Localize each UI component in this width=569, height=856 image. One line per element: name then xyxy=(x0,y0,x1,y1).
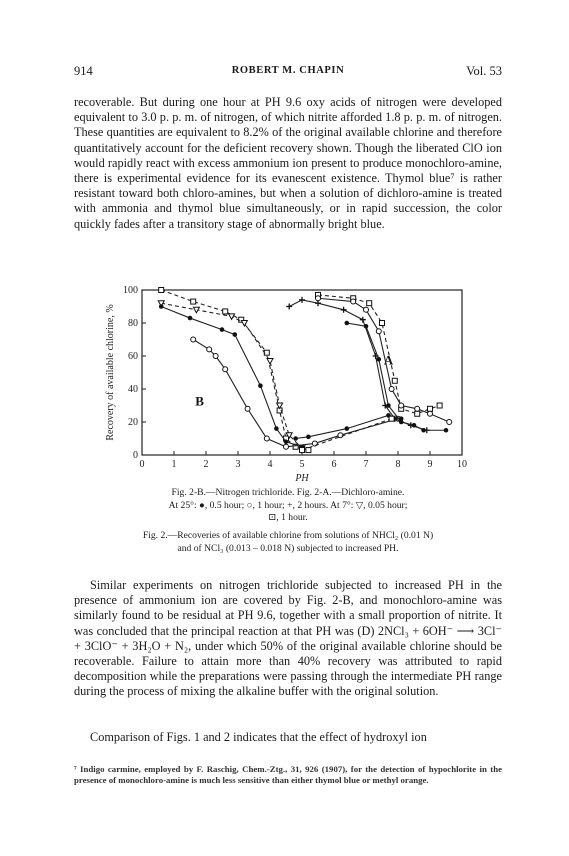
data-point-dot xyxy=(345,426,350,431)
body-paragraph-3: Comparison of Figs. 1 and 2 indicates that the effect of hydroxyl ion xyxy=(90,730,427,744)
body-paragraph-2: Similar experiments on nitrogen trichloride subjected to increased PH in the presence of ammonium ion are covered by Fig. 2-B, and monochloro-amine was similarly found to be residual at PH 9.6, together with a small proportion of nitrite. It was concluded that the principal reaction at that PH was (D) 2NCl₃ + 6OH⁻ ⟶ 3Cl⁻ + 3ClO⁻ + 3H₂O + N₂, under which 50% of the original available chlorine should be recoverable. Failure to attain more than 40% recovery was attributed to rapid decomposition while the preparations were passing through the intermediate PH range during the process of mixing the alkaline buffer with the original solution. xyxy=(74,578,502,699)
body-paragraph-1: recoverable. But during one hour at PH 9.6 oxy acids of nitrogen were developed equivalent to 3.0 p. p. m. of nitrogen, of which nitrite afforded 1.8 p. p. m. of nitrogen. These quantities are equivalent to 8.2% of the original available chlorine and therefore quantitatively account for the deficient recovery shown. Though the liberated ClO ion would rapidly react with excess ammonium ion present to produce monochloro-amine, there is experimental evidence for its evanescent existence. Thymol blue⁷ is rather resistant toward both chloro-amines, but when a solution of dichloro-amine is treated with ammonia and thymol blue simultaneously, or in rapid succession, the color quickly fades after a transitory stage of abnormally bright blue. xyxy=(74,95,502,231)
data-point-square xyxy=(277,408,282,413)
x-tick-label: 7 xyxy=(363,459,369,470)
figure-legend-caption xyxy=(74,487,502,525)
data-point-square xyxy=(380,321,385,326)
x-tick-label: 0 xyxy=(139,459,145,470)
series-line xyxy=(289,300,427,430)
series-line xyxy=(347,323,446,430)
y-axis-label: Recovery of available chlorine, % xyxy=(105,304,116,441)
data-point-dot xyxy=(345,321,350,326)
data-point-dot xyxy=(293,436,298,441)
x-tick-label: 6 xyxy=(331,459,337,470)
page-number: 914 xyxy=(74,64,93,78)
data-point-triangle xyxy=(241,321,247,327)
data-point-dot xyxy=(412,423,417,428)
legend-line-1: Fig. 2-B.—Nitrogen trichloride. Fig. 2-A.—Dichloro-amine. xyxy=(171,487,405,498)
data-point-circle xyxy=(447,420,452,425)
caption-line-1: Fig. 2.—Recoveries of available chlorine from solutions of NHCl₂ (0.01 N) xyxy=(142,530,434,541)
data-point-triangle xyxy=(267,358,273,364)
data-point-triangle xyxy=(299,446,305,452)
data-point-square xyxy=(223,309,228,314)
data-point-square xyxy=(437,403,442,408)
x-tick-label: 9 xyxy=(427,459,433,470)
data-point-circle xyxy=(389,387,394,392)
data-point-circle xyxy=(351,299,356,304)
series-line xyxy=(161,290,308,450)
y-tick-label: 40 xyxy=(128,384,138,395)
x-tick-label: 10 xyxy=(457,459,467,470)
data-point-circle xyxy=(338,433,343,438)
x-tick-label: 1 xyxy=(171,459,177,470)
y-tick-label: 100 xyxy=(123,285,138,296)
data-point-square xyxy=(306,448,311,453)
figure-caption xyxy=(74,530,502,555)
data-point-circle xyxy=(396,416,401,421)
data-point-plus xyxy=(424,427,430,433)
y-tick-label: 20 xyxy=(128,417,138,428)
data-point-square xyxy=(284,436,289,441)
data-point-square xyxy=(367,301,372,306)
data-point-triangle xyxy=(286,433,292,439)
data-point-dot xyxy=(220,327,225,332)
data-point-circle xyxy=(245,406,250,411)
data-point-triangle xyxy=(193,307,199,313)
data-point-square xyxy=(159,288,164,293)
x-tick-label: 5 xyxy=(299,459,305,470)
data-point-dot xyxy=(188,316,193,321)
footnote: ⁷ Indigo carmine, employed by F. Raschig, Chem.-Ztg., 31, 926 (1907), for the detection of hypochlorite in the presence of monochloro-amine is much less sensitive than either thymol blue or methyl orange. xyxy=(74,764,502,785)
series-line xyxy=(193,340,398,447)
data-point-plus xyxy=(299,297,305,303)
series-line xyxy=(318,295,440,414)
curve-label-B: B xyxy=(195,393,204,409)
data-point-circle xyxy=(399,403,404,408)
legend-line-3: ⊡, 1 hour. xyxy=(268,512,308,524)
data-point-circle xyxy=(428,411,433,416)
series-line xyxy=(296,415,402,438)
series-line xyxy=(318,298,449,422)
y-tick-label: 60 xyxy=(128,351,138,362)
data-point-triangle xyxy=(229,314,235,320)
data-point-circle xyxy=(284,444,289,449)
data-point-dot xyxy=(300,444,305,449)
data-point-square xyxy=(392,378,397,383)
data-point-dot xyxy=(364,324,369,329)
data-point-circle xyxy=(415,406,420,411)
data-point-square xyxy=(264,350,269,355)
data-point-plus xyxy=(382,403,388,409)
data-point-square xyxy=(316,292,321,297)
x-axis-label: PH xyxy=(295,473,309,484)
caption-line-2: and of NCl₃ (0.013 – 0.018 N) subjected to increased PH. xyxy=(177,542,399,554)
x-tick-label: 4 xyxy=(267,459,273,470)
volume-label: Vol. 53 xyxy=(466,64,502,78)
data-point-square xyxy=(415,411,420,416)
running-author: ROBERT M. CHAPIN xyxy=(231,65,345,76)
data-point-dot xyxy=(306,435,311,440)
data-point-dot xyxy=(159,304,164,309)
plot-frame xyxy=(142,290,462,455)
legend-line-2: At 25°: ●, 0.5 hour; ○, 1 hour; +, 2 hours. At 7°: ▽, 0.05 hour; xyxy=(168,499,408,511)
data-point-plus xyxy=(315,300,321,306)
data-point-circle xyxy=(264,436,269,441)
data-point-circle xyxy=(223,367,228,372)
data-point-dot xyxy=(399,420,404,425)
x-tick-label: 2 xyxy=(203,459,209,470)
data-point-square xyxy=(300,448,305,453)
data-point-circle xyxy=(312,441,317,446)
data-point-circle xyxy=(191,337,196,342)
data-point-square xyxy=(293,444,298,449)
data-point-square xyxy=(351,296,356,301)
data-point-plus xyxy=(392,416,398,422)
data-point-plus xyxy=(341,307,347,313)
data-point-dot xyxy=(421,428,426,433)
data-point-plus xyxy=(373,353,379,359)
data-point-dot xyxy=(444,428,449,433)
running-header xyxy=(74,64,502,80)
x-tick-label: 8 xyxy=(395,459,401,470)
data-point-square xyxy=(191,299,196,304)
series-line xyxy=(161,307,302,447)
y-tick-label: 0 xyxy=(133,450,138,461)
data-point-dot xyxy=(386,413,391,418)
data-point-triangle xyxy=(158,301,164,307)
data-point-circle xyxy=(316,296,321,301)
data-point-dot xyxy=(284,440,289,445)
data-point-square xyxy=(389,416,394,421)
data-point-circle xyxy=(213,354,218,359)
data-point-dot xyxy=(399,416,404,421)
data-point-dot xyxy=(386,403,391,408)
series-line xyxy=(302,419,392,450)
data-point-dot xyxy=(377,357,382,362)
data-point-dot xyxy=(274,426,279,431)
data-point-circle xyxy=(376,329,381,334)
data-point-dot xyxy=(258,383,263,388)
y-tick-label: 80 xyxy=(128,318,138,329)
data-point-plus xyxy=(408,422,414,428)
curve-label-A: A xyxy=(383,352,394,368)
data-point-plus xyxy=(360,317,366,323)
data-point-dot xyxy=(233,332,238,337)
series-line xyxy=(161,303,302,448)
data-point-plus xyxy=(286,304,292,310)
data-point-square xyxy=(399,406,404,411)
data-point-triangle xyxy=(277,403,283,409)
x-tick-label: 3 xyxy=(235,459,241,470)
data-point-square xyxy=(428,406,433,411)
data-point-circle xyxy=(364,307,369,312)
data-point-circle xyxy=(207,347,212,352)
data-point-square xyxy=(239,317,244,322)
